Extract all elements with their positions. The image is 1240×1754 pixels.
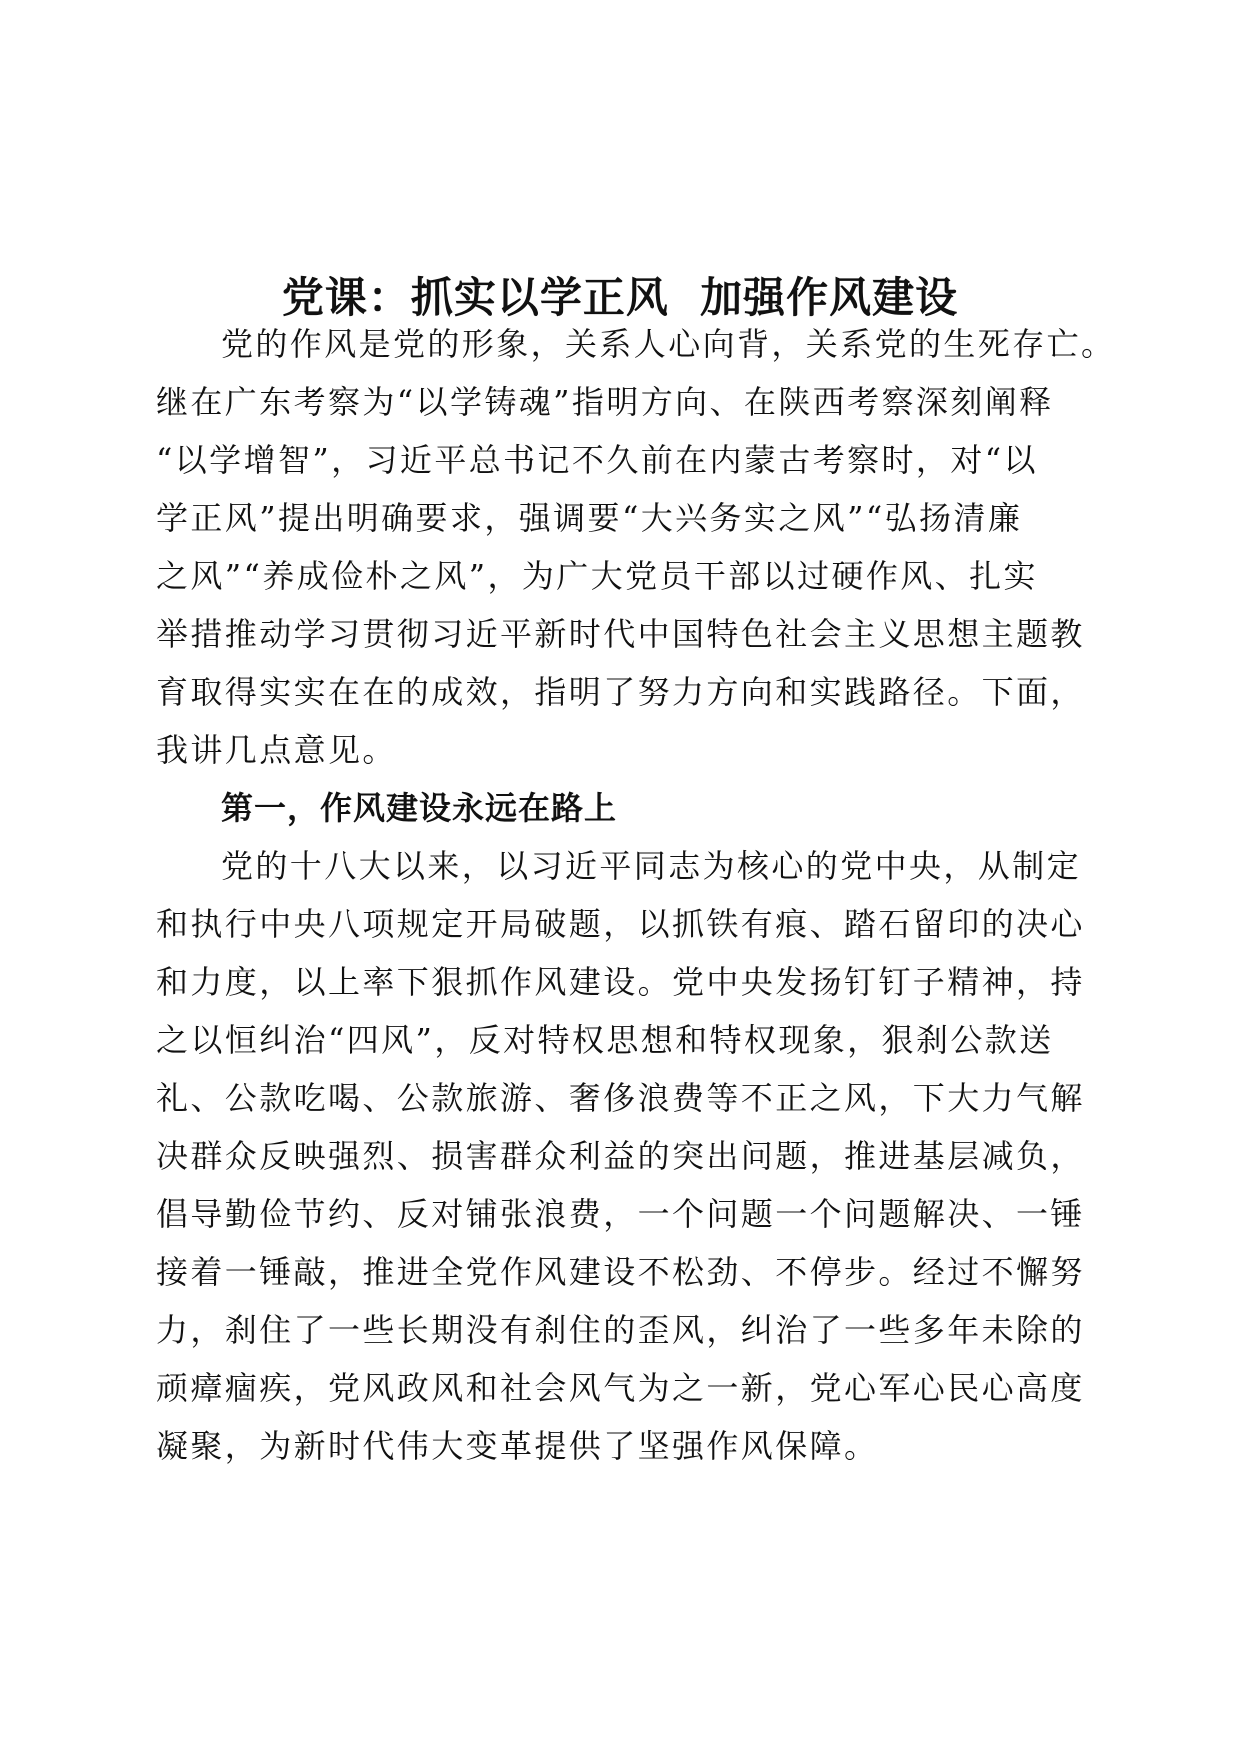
paragraph-line: 学正风”提出明确要求，强调要“大兴务实之风”“弘扬清廉 bbox=[156, 499, 1023, 537]
paragraph-line: 接着一锤敲，推进全党作风建设不松劲、不停步。经过不懈努 bbox=[156, 1253, 1085, 1291]
paragraph-line: 决群众反映强烈、损害群众利益的突出问题，推进基层减负， bbox=[156, 1137, 1085, 1175]
paragraph-line: 继在广东考察为“以学铸魂”指明方向、在陕西考察深刻阐释 bbox=[156, 383, 1054, 421]
paragraph-line: 我讲几点意见。 bbox=[156, 731, 397, 769]
paragraph-line: 顽瘴痼疾，党风政风和社会风气为之一新，党心军心民心高度 bbox=[156, 1369, 1085, 1407]
paragraph-line: 力，刹住了一些长期没有刹住的歪风，纠治了一些多年未除的 bbox=[156, 1311, 1085, 1349]
paragraph-line: 倡导勤俭节约、反对铺张浪费，一个问题一个问题解决、一锤 bbox=[156, 1195, 1085, 1233]
paragraph-line: 礼、公款吃喝、公款旅游、奢侈浪费等不正之风，下大力气解 bbox=[156, 1079, 1085, 1117]
paragraph-line: “以学增智”，习近平总书记不久前在内蒙古考察时，对“以 bbox=[156, 441, 1038, 479]
paragraph-line: 党的十八大以来，以习近平同志为核心的党中央，从制定 bbox=[221, 847, 1082, 885]
paragraph-line: 育取得实实在在的成效，指明了努力方向和实践路径。下面， bbox=[156, 673, 1085, 711]
page-title: 党课：抓实以学正风 加强作风建设 bbox=[281, 273, 959, 322]
paragraph-line: 和力度，以上率下狠抓作风建设。党中央发扬钉钉子精神，持 bbox=[156, 963, 1085, 1001]
paragraph-line: 凝聚，为新时代伟大变革提供了坚强作风保障。 bbox=[156, 1427, 879, 1465]
paragraph-line: 之风”“养成俭朴之风”，为广大党员干部以过硬作风、扎实 bbox=[156, 557, 1038, 595]
paragraph-line: 举措推动学习贯彻习近平新时代中国特色社会主义思想主题教 bbox=[156, 615, 1085, 653]
section-heading: 第一，作风建设永远在路上 bbox=[221, 789, 618, 827]
paragraph-line: 和执行中央八项规定开局破题，以抓铁有痕、踏石留印的决心 bbox=[156, 905, 1085, 943]
paragraph-line: 之以恒纠治“四风”，反对特权思想和特权现象，狠刹公款送 bbox=[156, 1021, 1054, 1059]
paragraph-line: 党的作风是党的形象，关系人心向背，关系党的生死存亡。 bbox=[221, 325, 1116, 363]
